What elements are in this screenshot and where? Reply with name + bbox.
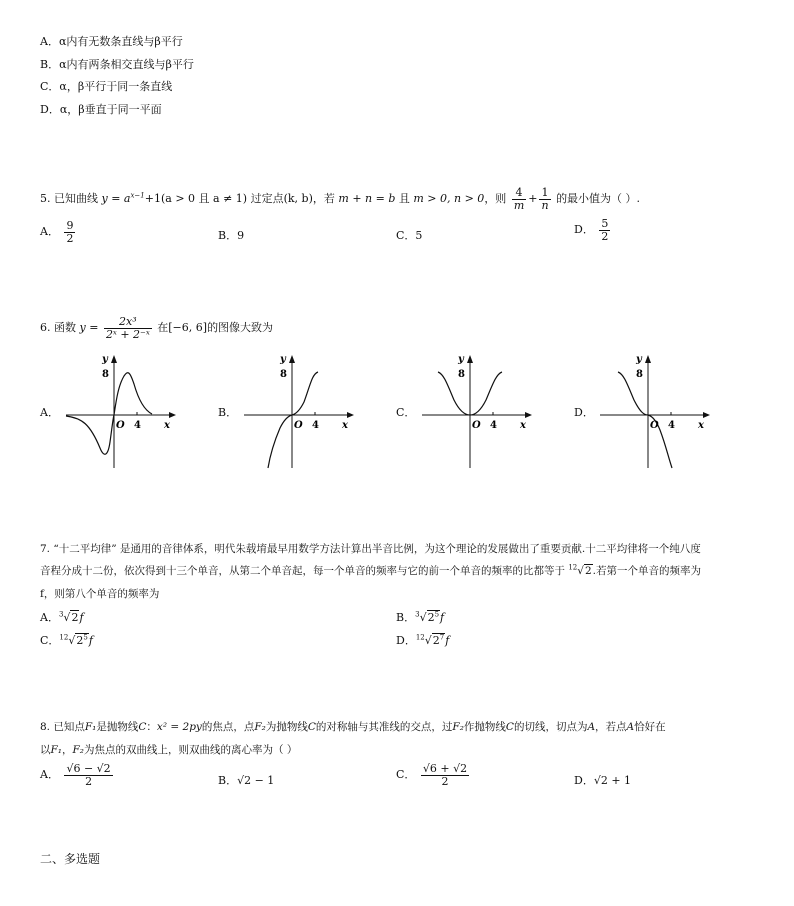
y-label: y: [102, 354, 108, 365]
q7-option-c-radical: [75, 633, 88, 647]
q6-stem-pre: 6. 函数: [40, 321, 76, 335]
q7-line2-pre: 音程分成十二份，依次得到十三个单音，从第二个单音起，每一个单音的频率与它的前一个单音的频率的比都等于: [40, 565, 565, 577]
x-label: x: [342, 420, 348, 431]
section-heading: 二、多选题: [40, 852, 101, 866]
q7-option-a-index: 3: [58, 610, 64, 619]
q5-stem: [40, 187, 640, 211]
q6-stem: [40, 316, 273, 340]
x-label: x: [164, 420, 170, 431]
q7-option-c-radicand: 2: [76, 634, 84, 647]
q8-c-3: C: [505, 721, 514, 733]
q8-option-c-fraction: [421, 763, 469, 787]
q5-cond: m + n = b: [338, 192, 396, 206]
x-axis-arrow: [703, 412, 710, 418]
q8-f1: F₁: [84, 721, 97, 733]
y-tick-label: 8: [636, 369, 643, 380]
q8-option-c-label: C．: [396, 768, 416, 782]
q6-fraction: [104, 316, 152, 340]
q7-option-a-label: A．: [40, 611, 59, 624]
q7-option-b-label: B．: [396, 611, 416, 624]
y-axis-arrow: [645, 355, 651, 363]
y-tick-label: 8: [458, 369, 465, 380]
q7-option-c-index: 12: [59, 633, 69, 642]
q7-option-b-exp: 5: [434, 610, 440, 619]
q7-option-d: D．$^{12}√2^7f$: [396, 633, 450, 647]
q8-c: C: [138, 721, 147, 733]
y-label: y: [458, 354, 464, 365]
q8-option-d-value: √2 + 1: [593, 774, 632, 787]
prev-option-b: B．α内有两条相交直线与β平行: [40, 58, 194, 71]
y-tick-label: 8: [280, 369, 287, 380]
q5-option-c: C．5: [396, 229, 423, 242]
q8-l1-c: ：: [146, 721, 157, 733]
q8-option-a: [40, 763, 115, 787]
y-label: y: [280, 354, 286, 365]
q5-option-a: [40, 220, 77, 244]
q6-graph-c: [418, 352, 536, 472]
x-tick-label: 4: [490, 420, 497, 431]
q8-option-a-den: 2: [85, 774, 93, 788]
q6-y: y =: [79, 321, 99, 335]
y-axis-arrow: [289, 355, 295, 363]
q8-l1-a: 8. 已知点: [40, 721, 85, 733]
x-axis-arrow: [347, 412, 354, 418]
q8-l1-e: 为抛物线: [265, 721, 308, 733]
q7-option-a-f: f: [79, 611, 84, 624]
q8-line-2: [40, 742, 297, 757]
q7-line-3: f，则第八个单音的频率为: [40, 588, 160, 600]
q8-a-2: A: [626, 721, 635, 733]
q5-option-a-fraction: [64, 220, 75, 244]
q7-option-c-exp: 5: [83, 633, 88, 642]
q5-func-rest: +1(a > 0 且 a ≠ 1): [144, 192, 248, 206]
q8-parabola: x² = 2py: [156, 721, 202, 733]
x-tick-label: 4: [668, 420, 675, 431]
q8-option-a-fraction: [64, 763, 112, 787]
q6-option-b-label: B．: [218, 406, 238, 419]
x-tick-label: 4: [134, 420, 141, 431]
q8-option-b: [218, 772, 274, 788]
q6-den: 2ˣ + 2⁻ˣ: [105, 327, 150, 341]
q7-option-d-exp: 7: [439, 633, 445, 642]
q8-option-c-num: √6 + √2: [422, 762, 468, 775]
y-label: y: [636, 354, 642, 365]
q6-graph-a: [62, 352, 180, 472]
y-axis-arrow: [467, 355, 473, 363]
q8-line-1: [40, 719, 666, 734]
q8-f2-2: F₂: [452, 721, 464, 733]
curve: [268, 372, 318, 468]
x-label: x: [520, 420, 526, 431]
q5-func: y = a: [101, 192, 131, 206]
q7-option-b-f: f: [440, 611, 445, 624]
q8-l1-d: 的焦点，点: [201, 721, 255, 733]
q7-option-b: B．$^3√2^5f$: [396, 610, 445, 624]
q8-option-b-label: B．: [218, 774, 238, 787]
q8-l1-g: 作抛物线: [463, 721, 506, 733]
q7-root-index: 12: [568, 563, 578, 572]
q5-cond2: m > 0, n > 0: [413, 192, 485, 206]
q6-option-a-label: A．: [40, 406, 59, 419]
q5-option-d-fraction: [599, 218, 610, 242]
q7-option-d-f: f: [445, 634, 450, 647]
q5-stem-post: 的最小值为（ ）.: [556, 192, 641, 206]
q6-interval: [−6, 6]: [168, 321, 208, 335]
x-axis-arrow: [169, 412, 176, 418]
curve: [618, 372, 672, 468]
x-axis-arrow: [525, 412, 532, 418]
q8-option-a-label: A．: [40, 768, 59, 782]
q5-option-d: [574, 218, 612, 242]
q7-root-sign: √: [577, 565, 584, 577]
prev-option-d: D．α，β垂直于同一平面: [40, 103, 162, 116]
y-tick-label: 8: [102, 369, 109, 380]
q6-num: 2x³: [104, 316, 152, 329]
q7-line-1: 7. “十二平均律” 是通用的音律体系，明代朱载堉最早用数学方法计算出半音比例，为这个理论的发展做出了重要贡献.十二平均律将一个纯八度: [40, 543, 701, 555]
y-axis-arrow: [111, 355, 117, 363]
origin-label: O: [650, 420, 659, 431]
q8-l1-f: 的对称轴与其准线的交点，过: [315, 721, 453, 733]
curve: [66, 373, 152, 455]
prev-option-a: A．α内有无数条直线与β平行: [40, 35, 183, 48]
q7-option-d-index: 12: [415, 633, 425, 642]
q6-graph-d: [596, 352, 714, 472]
q7-option-a: A．$^3$√2f: [40, 610, 84, 624]
q8-c-2: C: [307, 721, 316, 733]
origin-label: O: [294, 420, 303, 431]
q7-option-d-radical: [432, 633, 445, 647]
q8-a: A: [587, 721, 596, 733]
x-label: x: [698, 420, 704, 431]
q8-option-d: [574, 772, 631, 788]
q5-option-a-num: 9: [66, 219, 74, 232]
q5-mid1: 过定点(k, b)，若: [250, 192, 335, 206]
q8-option-c: [396, 763, 471, 787]
q5-f1-num: 4: [512, 187, 526, 200]
q5-option-a-label: A．: [40, 225, 59, 239]
q7-option-b-radicand: 2: [427, 611, 435, 624]
q8-option-a-num: √6 − √2: [66, 762, 111, 775]
q8-f1-2: F₁: [50, 744, 62, 756]
q5-option-d-label: D．: [574, 223, 594, 237]
q8-l2-a: 以: [40, 744, 51, 756]
q5-f2-den: n: [541, 198, 549, 212]
q5-option-d-den: 2: [601, 229, 609, 243]
q7-option-b-index: 3: [415, 610, 420, 619]
q5-exp: x−1: [130, 191, 145, 200]
q6-stem-post: 的图像大致为: [207, 321, 274, 335]
q8-l2-b: ，: [62, 744, 73, 756]
q5-f1-den: m: [513, 198, 525, 212]
q8-option-c-den: 2: [441, 774, 449, 788]
q7-option-c-label: C．: [40, 634, 60, 647]
q8-l1-b: 是抛物线: [96, 721, 139, 733]
q5-option-b: B．9: [218, 229, 245, 242]
q7-root-radicand: 2: [584, 565, 592, 577]
origin-label: O: [116, 420, 125, 431]
q5-mid3: ，则: [484, 192, 507, 206]
q8-l1-i: ，若点: [595, 721, 627, 733]
q5-f2-num: 1: [539, 187, 550, 200]
q8-l2-c: 为焦点的双曲线上，则双曲线的离心率为（ ）: [84, 744, 298, 756]
q7-option-c-f: f: [88, 634, 93, 647]
q8-l1-h: 的切线，切点为: [513, 721, 588, 733]
origin-label: O: [472, 420, 481, 431]
q6-graph-b: [240, 352, 358, 472]
q5-option-a-den: 2: [66, 231, 74, 245]
q7-option-c: C．$^{12}√2^5f$: [40, 633, 93, 647]
q8-option-d-label: D．: [574, 774, 594, 787]
q8-f2-3: F₂: [72, 744, 84, 756]
q5-plus: +: [528, 192, 538, 206]
q8-l1-j: 恰好在: [634, 721, 666, 733]
q5-option-d-num: 5: [601, 217, 609, 230]
q7-option-a-radicand: 2: [71, 611, 79, 624]
q7-option-d-radicand: 2: [432, 634, 440, 647]
q5-stem-pre: 5. 已知曲线: [40, 192, 98, 206]
q6-option-c-label: C．: [396, 406, 416, 419]
q8-option-b-value: √2 − 1: [237, 774, 275, 787]
q5-fraction-2: [539, 187, 550, 211]
q6-option-d-label: D．: [574, 406, 594, 419]
q7-line2-post: .若第一个单音的频率为: [592, 565, 701, 577]
q7-option-b-radical: [427, 610, 440, 624]
q7-line-2: [40, 563, 701, 578]
prev-option-c: C．α，β平行于同一条直线: [40, 80, 173, 93]
q6-stem-mid: 在: [157, 321, 169, 335]
q5-mid2: 且: [398, 192, 410, 206]
x-tick-label: 4: [312, 420, 319, 431]
q5-fraction-1: [512, 187, 526, 211]
q7-option-d-label: D．: [396, 634, 416, 647]
q8-f2: F₂: [254, 721, 266, 733]
